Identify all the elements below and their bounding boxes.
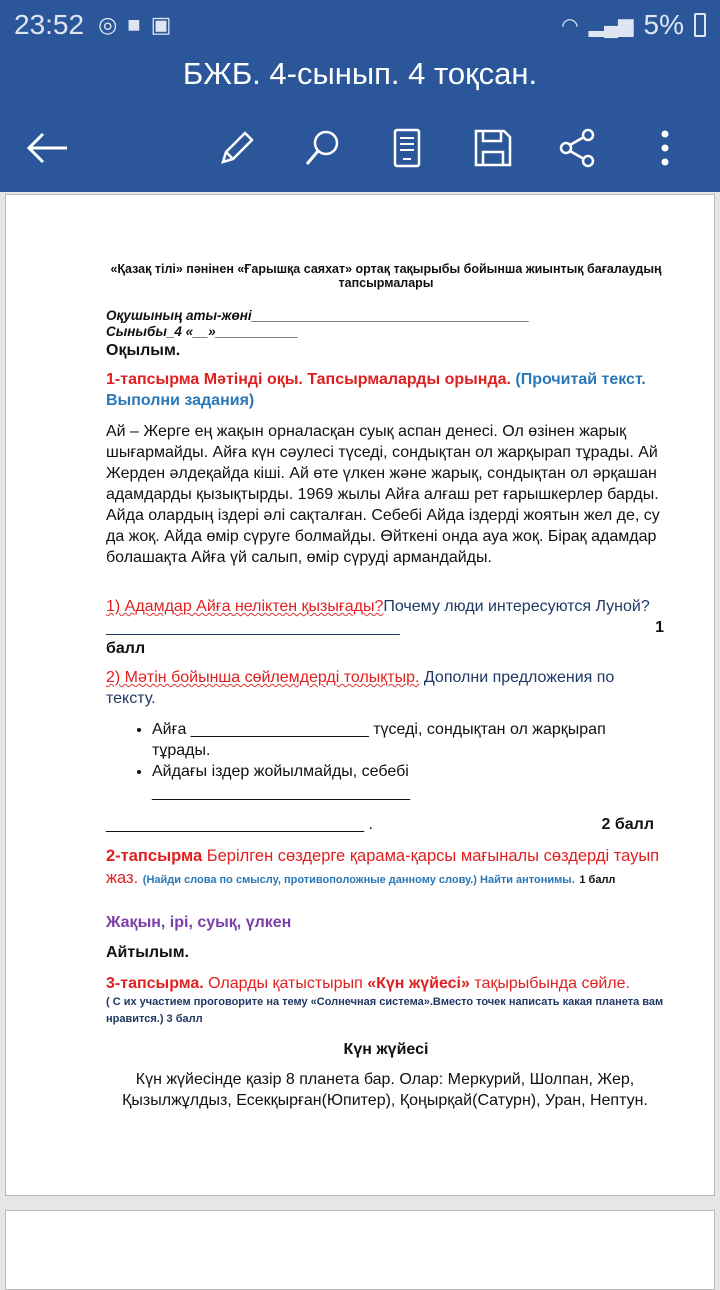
share-icon	[558, 128, 598, 168]
task3-ru: ( С их участием проговорите на тему «Солнечная система».Вместо точек написать какая планета вам нравится.) 3 балл	[106, 996, 664, 1025]
task2-label: 2-тапсырма	[106, 847, 203, 865]
edit-button[interactable]	[212, 123, 262, 173]
status-bar	[0, 0, 720, 50]
more-button[interactable]	[640, 123, 690, 173]
task2-ru: (Найди слова по смыслу, противоположные данному слову.) Найти антонимы.	[142, 874, 575, 886]
question-2	[106, 667, 666, 709]
task3-c: тақырыбында сөйле.	[469, 975, 630, 992]
signal-icon: ▂▄▆	[588, 14, 634, 37]
battery-percent: 5%	[643, 9, 684, 40]
sync-icon: ◎	[98, 12, 118, 37]
bullet-list	[106, 719, 666, 803]
wifi-icon: ◠	[561, 14, 579, 37]
reading-text: Ай – Жерге ең жақын орналасқан суық аспан денесі. Ол өзінен жарық шығармайды. Айға күн сәулесі түседі, сондықтан ол жарқырап тұрады. Ай Жерден әлдеқайда кіші. Ай өте үлкен және жарық, сондықтан ол әрқашан адамдарды қызықтырды. 1969 жылы Айға алғаш рет ғарышкерлер барды. Айда олардың іздері әлі сақталған. Себебі Айда іздерді жоятын жел де, су да жоқ. Айда өмір сүруге болмайды. Өйткені онда ауа жоқ. Бірақ адамдар болашақта Айға үй салып, өмір сүруді армандайды.	[106, 423, 660, 566]
name-line: Оқушының аты-жөні_____________________________________	[106, 308, 530, 323]
save-icon	[473, 128, 513, 168]
bullet-item: • Айдағы іздер жойылмайды, себебі _____________________________	[152, 761, 666, 803]
q1-kz: 1) Адамдар Айға неліктен қызығады?	[106, 598, 384, 615]
task2-title	[106, 845, 666, 891]
document-title: БЖБ. 4-сынып. 4 тоқсан.	[182, 56, 538, 91]
q1-ru: Почему люди интересуются Луной? _________________________________	[106, 598, 650, 636]
task1-title	[106, 369, 666, 411]
more-icon	[660, 128, 670, 168]
task2-kz: Берілген сөздерге қарама-қарсы мағыналы сөздерді тауып жаз.	[106, 847, 660, 887]
q2-ru: Дополни предложения по тексту.	[106, 669, 615, 707]
back-button[interactable]	[22, 123, 72, 173]
reading-mode-button[interactable]	[382, 123, 432, 173]
photo-icon: ▣	[150, 12, 172, 37]
folder-icon: ■	[127, 12, 141, 37]
subtitle: Күн жүйесі	[343, 1041, 429, 1058]
save-button[interactable]	[468, 123, 518, 173]
task3-label: 3-тапсырма.	[106, 975, 204, 992]
q2-kz: 2) Мәтін бойынша сөйлемдерді толықтыр.	[106, 669, 420, 686]
section-speaking: Айтылым.	[106, 944, 189, 961]
back-arrow-icon	[25, 131, 69, 165]
class-line: Сыныбы_4 «__»___________	[106, 324, 299, 339]
search-icon	[302, 128, 342, 168]
status-time: 23:52	[14, 9, 85, 40]
document-page-2[interactable]	[5, 1210, 715, 1290]
task2-score: 1 балл	[579, 874, 616, 886]
section-reading: Оқылым.	[106, 342, 181, 359]
app-header	[0, 0, 720, 192]
toolbar	[0, 115, 720, 177]
q1-score-number: 1	[655, 619, 664, 636]
q1-score: балл	[106, 640, 146, 657]
share-button[interactable]	[553, 123, 603, 173]
reading-mode-icon	[392, 128, 422, 168]
task3-title	[106, 973, 666, 994]
pencil-icon	[217, 128, 257, 168]
bullet-item: • Айға ____________________ түседі, сондықтан ол жарқырап тұрады.	[152, 719, 666, 761]
antonym-words: Жақын, ірі, суық, үлкен	[106, 914, 292, 931]
battery-icon	[694, 13, 706, 37]
q2-answer-line: _____________________________ .	[106, 816, 373, 833]
task1-ru: (Прочитай текст. Выполни задания)	[106, 371, 646, 409]
task1-kz: 1-тапсырма Мәтінді оқы. Тапсырмаларды орында.	[106, 371, 511, 388]
search-button[interactable]	[297, 123, 347, 173]
question-1	[106, 596, 666, 659]
q2-score: 2 балл	[601, 816, 654, 833]
task3-a: Оларды қатыстырып	[203, 975, 368, 992]
doc-heading: «Қазақ тілі» пәнінен «Ғарышқа саяхат» ортақ тақырыбы бойынша жиынтық бағалаудың тапсырмалары	[110, 262, 662, 290]
final-paragraph: Күн жүйесінде қазір 8 планета бар. Олар: Меркурий, Шолпан, Жер, Қызылжұлдыз, Есекқырған(Юпитер), Қоңырқай(Сатурн), Уран, Нептун.	[122, 1071, 648, 1109]
task3-b: «Күн жүйесі»	[367, 975, 470, 992]
